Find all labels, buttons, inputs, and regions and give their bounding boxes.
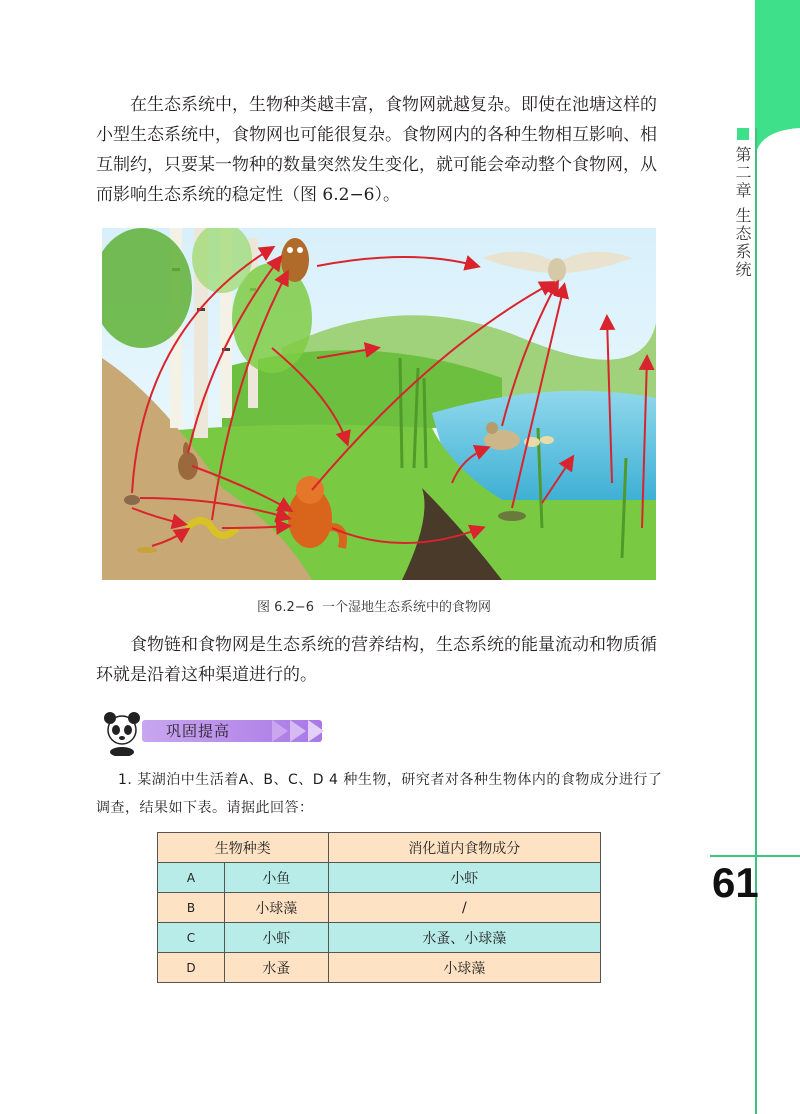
organism-food-table [157,832,601,983]
table-cell: C [158,923,225,953]
food-web-illustration [102,228,656,580]
fish [498,511,526,521]
table-cell: 水蚤 [225,953,329,983]
figure-number: 图 6.2−6 [257,600,314,615]
chevron-right-icon [308,720,324,742]
table-header: 消化道内食物成分 [328,833,600,863]
table-cell: 小虾 [328,863,600,893]
banner-title: 巩固提高 [166,722,231,740]
chapter-marker [737,128,749,140]
table-cell: D [158,953,225,983]
table-row [158,893,601,923]
chevron-right-icon [272,720,288,742]
table-cell: 小鱼 [225,863,329,893]
panda-icon [100,708,144,756]
table-header-row [158,833,601,863]
table-cell: 小虾 [225,923,329,953]
chapter-tab-curve [755,100,800,150]
figure-caption [0,596,756,615]
paragraph-food-web-complexity: 在生态系统中，生物种类越丰富，食物网就越复杂。即使在池塘这样的小型生态系统中，食物网也可能很复杂。食物网内的各种生物相互影响、相互制约，只要某一物种的数量突然发生变化，就可能会牵动整个食物网，从而影响生态系统的稳定性（图 6.2−6）。 [96,95,657,205]
exercise-banner [100,708,340,756]
table-cell: 小球藻 [225,893,329,923]
table-cell: B [158,893,225,923]
table-cell: A [158,863,225,893]
page-number: 61 [712,859,759,906]
chapter-label: 第二章 生态系统 [733,146,752,280]
table-cell: 水蚤、小球藻 [328,923,600,953]
table-row [158,953,601,983]
table-cell: 小球藻 [328,953,600,983]
figure-caption-text: 一个湿地生态系统中的食物网 [321,600,491,615]
table-row [158,863,601,893]
paragraph-nutrient-structure: 食物链和食物网是生态系统的营养结构，生态系统的能量流动和物质循环就是沿着这种渠道进行的。 [96,635,657,685]
table-header: 生物种类 [158,833,329,863]
mouse [124,495,140,505]
page-edge-line [755,128,757,1114]
grasshopper [137,547,157,553]
chevron-right-icon [290,720,306,742]
table-row [158,923,601,953]
page-number-rule [710,855,800,857]
table-cell: / [328,893,600,923]
exercise-question-1: 1. 某湖泊中生活着A、B、C、D 4 种生物，研究者对各种生物体内的食物成分进行了调查，结果如下表。请据此回答： [96,772,663,816]
